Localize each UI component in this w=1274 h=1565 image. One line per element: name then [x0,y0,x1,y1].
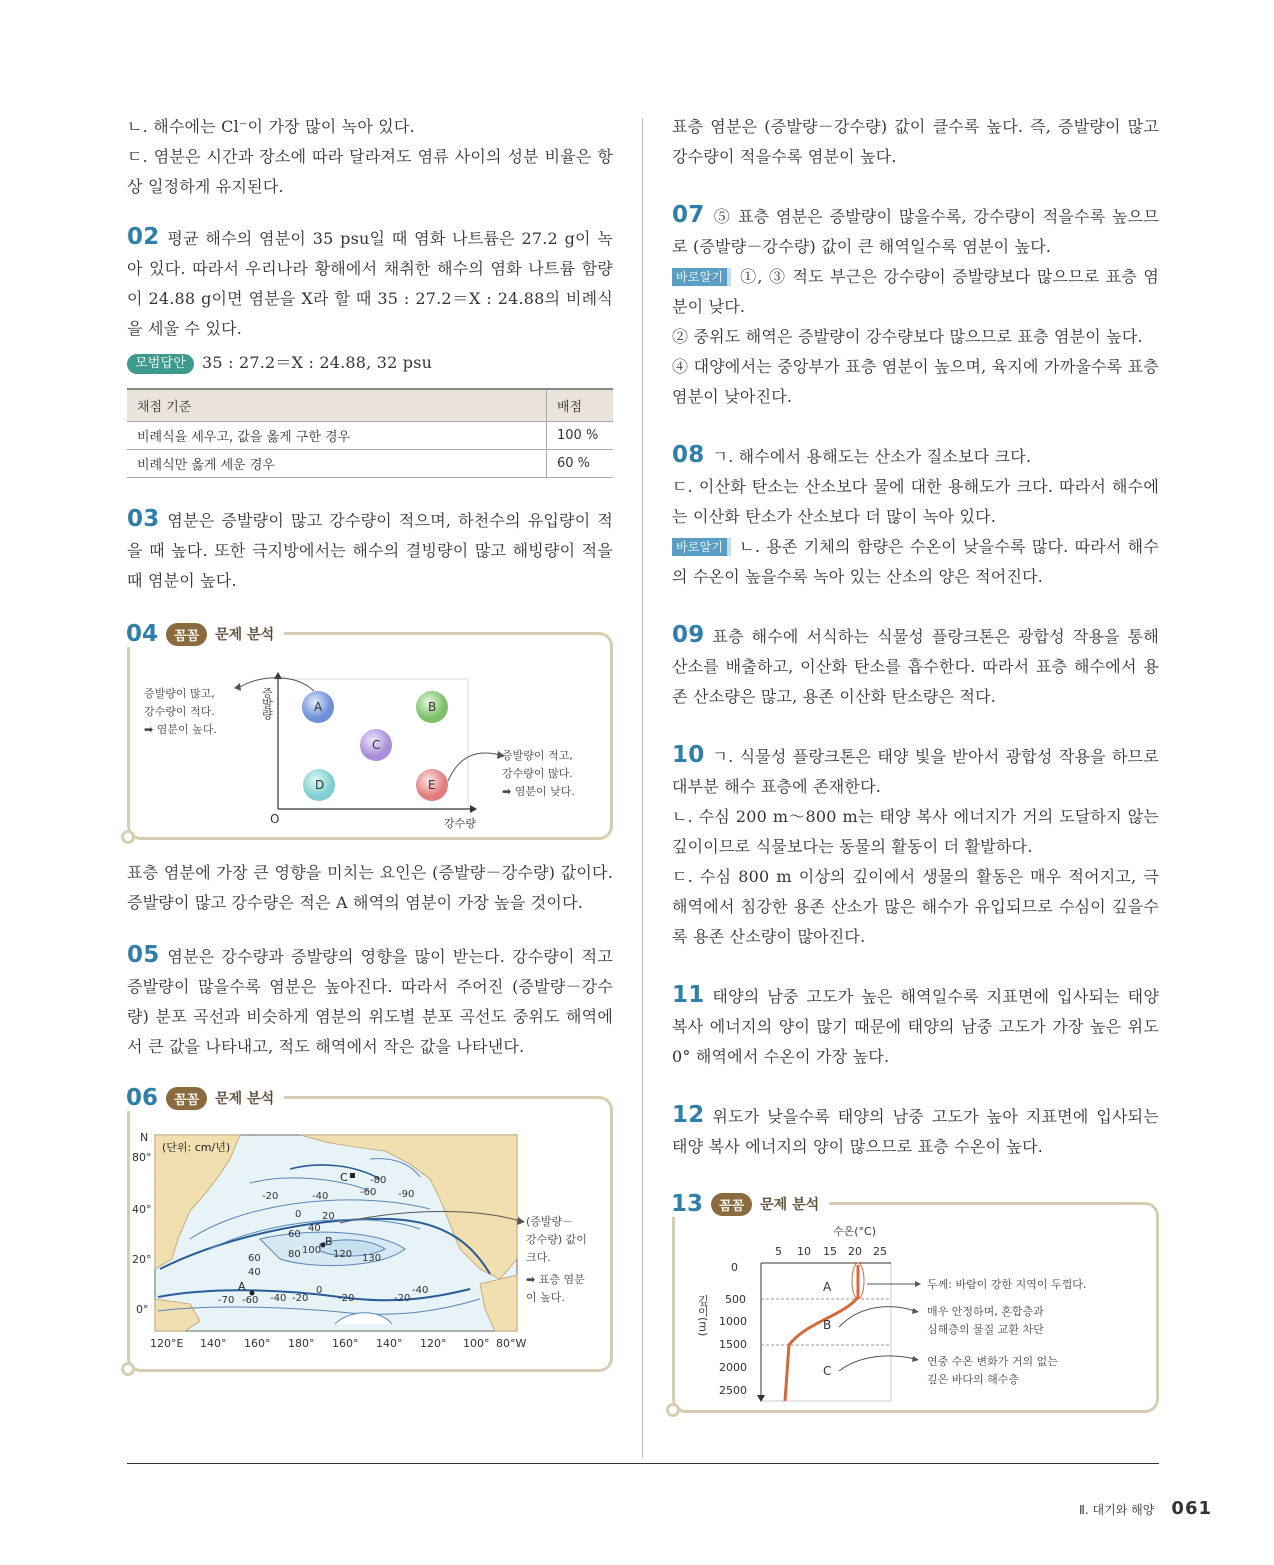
contour-label: -60 [242,1295,259,1306]
map-note-line: 강수량) 값이 [526,1233,587,1246]
answer-09 [672,620,1159,712]
question-number: 03 [127,506,160,532]
x-axis-title: 수온(°C) [833,1225,877,1238]
answer-08-correction [672,532,1159,592]
contour-label: 100 [302,1245,322,1256]
point-c-label: C [340,1171,348,1184]
contour-label: -40 [312,1191,329,1202]
lon-label: 180° [288,1337,315,1350]
right-column [672,112,1159,1413]
correction-badge: 바로알기 [672,268,731,286]
box-end-dot [666,1403,680,1417]
contour-label: -90 [398,1189,415,1200]
answer-11 [672,980,1159,1072]
map-unit: (단위: cm/년) [162,1141,231,1154]
pacific-evaporation-map [130,1099,610,1365]
contour-label: 130 [362,1253,382,1264]
scoring-header-criteria: 채점 기준 [127,389,547,422]
note-right-line2: 강수량이 많다. [502,767,573,780]
note-layer-c-line: 깊은 바다의 해수층 [927,1373,1020,1386]
note-layer-a: 두께: 바람이 강한 지역이 두껍다. [927,1278,1087,1291]
footer-rule [127,1463,1159,1464]
y-axis-title: 깊이(m) [696,1295,710,1337]
note-left-line1: 증발량이 많고, [144,687,215,700]
section-title: Ⅱ. 대기와 해양 [1079,1503,1155,1517]
y-tick: 2500 [719,1384,747,1397]
box-end-dot [121,830,135,844]
model-answer-badge: 모범답안 [127,354,194,374]
scoring-header-points: 배점 [547,389,614,422]
contour-label: -20 [262,1191,279,1202]
answer-03 [127,504,613,596]
point-a-label: A [314,700,323,714]
box-end-dot [121,1362,135,1376]
x-tick: 15 [823,1245,837,1258]
model-answer-text: 35 : 27.2＝X : 24.88, 32 psu [202,353,433,372]
contour-label: 40 [248,1267,261,1278]
point-a-label: A [238,1280,246,1293]
question-number: 11 [672,982,705,1008]
problem-analysis-box-04 [126,621,613,840]
answer-02 [127,222,613,344]
answer-12 [672,1100,1159,1162]
temperature-depth-graph [675,1205,1155,1405]
lat-label: 40° [132,1203,152,1216]
answer-07 [672,200,1159,262]
point-b-label: B [325,1235,333,1248]
answer-10 [672,740,1159,802]
contour-label: -60 [360,1187,377,1198]
answer-05 [127,940,613,1062]
evaporation-precipitation-diagram [130,635,610,833]
map-note-line: 이 높다. [526,1291,565,1304]
contour-label: -80 [370,1175,387,1186]
lon-label: 160° [332,1337,359,1350]
contour-label: 120 [333,1249,353,1260]
layer-c-label: C [823,1364,832,1378]
x-axis-label: 강수량 [444,817,476,830]
left-column [127,112,613,1372]
problem-analysis-box-06 [126,1085,613,1372]
answer-01-item-c: ㄷ. 염분은 시간과 장소에 따라 달라져도 염류 사이의 성분 비율은 항상 일정하게 유지된다. [127,147,613,196]
answer-12-text: 위도가 낮을수록 태양의 남중 고도가 높아 지표면에 입사되는 태양 복사 에너지의 양이 많으므로 표층 수온이 높다. [672,1107,1159,1156]
box-title: 문제 분석 [215,627,275,643]
answer-02-text: 평균 해수의 염분이 35 psu일 때 염화 나트륨은 27.2 g이 녹아 있다. 따라서 우리나라 황해에서 채취한 해수의 염화 나트륨 함량이 24.88 g이면 염분을 X라 할 때 35 : 27.2＝X : 24.88의 비례식을 세울 수 있다. [127,229,613,338]
point-e-label: E [428,778,436,792]
contour-label: 0 [316,1285,323,1296]
answer-10-text: ㄱ. 식물성 플랑크톤은 태양 빛을 받아서 광합성 작용을 하므로 대부분 해수 표층에 존재한다. [672,747,1159,796]
note-layer-c-line: 연중 수온 변화가 거의 없는 [927,1355,1058,1368]
table-cell: 비례식을 세우고, 값을 옳게 구한 경우 [127,422,547,450]
question-number: 02 [127,224,160,250]
contour-label: 60 [248,1253,261,1264]
lat-label: N [140,1131,149,1144]
map-note-line: ➡ 표층 염분 [526,1273,585,1286]
answer-03-text: 염분은 증발량이 많고 강수량이 적으며, 하천수의 유입량이 적을 때 높다. 또한 극지방에서는 해수의 결빙량이 많고 해빙량이 적을 때 염분이 높다. [127,511,613,590]
contour-label: 60 [288,1229,301,1240]
contour-label: 40 [308,1223,321,1234]
point-c-marker [350,1173,355,1178]
table-row [127,422,613,450]
lon-label: 120° [420,1337,447,1350]
question-number: 13 [671,1191,704,1217]
lat-label: 20° [132,1253,152,1266]
note-right-line3: ➡ 염분이 낮다. [502,785,575,798]
contour-label: -40 [270,1293,287,1304]
answer-05-text: 염분은 강수량과 증발량의 영향을 많이 받는다. 강수량이 적고 증발량이 많을수록 염분은 높아진다. 따라서 주어진 (증발량－강수량) 분포 곡선과 비슷하게 염분의 위도별 분포 곡선도 중위도 해역에서 큰 값을 나타내고, 적도 해역에서 작은 값을 나타낸다. [127,947,613,1056]
answer-07-text: ⑤ 표층 염분은 증발량이 많을수록, 강수량이 적을수록 높으므로 (증발량－강수량) 값이 큰 해역일수록 염분이 높다. [672,207,1159,256]
contour-label: 80 [288,1249,301,1260]
y-tick: 1500 [719,1338,747,1351]
note-left-line3: ➡ 염분이 높다. [144,723,217,736]
problem-analysis-box-13 [671,1191,1159,1413]
table-cell: 100 % [547,422,614,450]
contour-label: 20 [322,1211,335,1222]
page-footer [1079,1498,1212,1519]
y-tick: 0 [731,1261,738,1274]
question-number: 07 [672,202,705,228]
answer-07-correction-1 [672,262,1159,322]
column-divider [642,118,643,1458]
answer-07-correction-2: ② 중위도 해역은 증발량이 강수량보다 많으므로 표층 염분이 높다. [672,327,1143,346]
answer-10-item-c: ㄷ. 수심 800 m 이상의 깊이에서 생물의 활동은 매우 적어지고, 극 해역에서 침강한 용존 산소가 많은 해수가 유입되므로 수심이 깊을수록 용존 산소량이 많아진다. [672,867,1159,946]
origin-label: O [270,812,280,826]
box-title: 문제 분석 [760,1197,820,1213]
answer-08 [672,440,1159,472]
x-tick: 20 [848,1245,862,1258]
kkomkkom-pill: 꼼꼼 [166,623,207,646]
answer-10-item-b: ㄴ. 수심 200 m～800 m는 태양 복사 에너지가 거의 도달하지 않는 깊이이므로 식물보다는 동물의 활동이 더 활발하다. [672,807,1159,856]
answer-01-item-b: ㄴ. 해수에는 Cl⁻이 가장 많이 녹아 있다. [127,117,415,136]
point-b-label: B [428,700,437,714]
answer-06-text: 표층 염분은 (증발량－강수량) 값이 클수록 높다. 즉, 증발량이 많고 강수량이 적을수록 염분이 높다. [672,117,1159,166]
lon-label: 80°W [496,1337,527,1350]
contour-label: -20 [338,1293,355,1304]
note-right-line1: 증발량이 적고, [502,749,573,762]
point-c-label: C [372,738,381,752]
map-note-line: (증발량－ [526,1215,574,1228]
x-tick: 25 [873,1245,887,1258]
note-layer-b-line: 매우 안정하며, 혼합층과 [927,1305,1044,1318]
correction-badge: 바로알기 [672,538,731,556]
answer-08-item-c: ㄷ. 이산화 탄소는 산소보다 물에 대한 용해도가 크다. 따라서 해수에는 이산화 탄소가 산소보다 더 많이 녹아 있다. [672,477,1159,526]
question-number: 09 [672,622,705,648]
answer-08-text: ㄱ. 해수에서 용해도는 산소가 질소보다 크다. [712,447,1032,466]
y-tick: 1000 [719,1315,747,1328]
answer-07-correction-3: ④ 대양에서는 중앙부가 표층 염분이 높으며, 육지에 가까울수록 표층 염분이 낮아진다. [672,357,1159,406]
question-number: 04 [126,621,159,647]
layer-a-label: A [823,1280,832,1294]
kkomkkom-pill: 꼼꼼 [166,1087,207,1110]
correction-text: ㄴ. 용존 기체의 함량은 수온이 낮을수록 많다. 따라서 해수의 수온이 높을수록 녹아 있는 산소의 양은 적어진다. [672,537,1159,586]
contour-label: -20 [394,1293,411,1304]
question-number: 08 [672,442,705,468]
contour-label: -40 [412,1285,429,1296]
table-row [127,450,613,478]
y-tick: 500 [725,1293,746,1306]
question-number: 12 [672,1102,705,1128]
scoring-table [127,388,613,478]
lon-label: 100° [463,1337,490,1350]
lon-label: 120°E [150,1337,184,1350]
question-number: 06 [126,1085,159,1111]
answer-11-text: 태양의 남중 고도가 높은 해역일수록 지표면에 입사되는 태양 복사 에너지의 양이 많기 때문에 태양의 남중 고도가 가장 높은 위도 0° 해역에서 수온이 가장 높다. [672,987,1159,1066]
x-tick: 10 [797,1245,811,1258]
y-axis-label: 증발량 [260,687,274,720]
table-cell: 비례식만 옳게 세운 경우 [127,450,547,478]
question-number: 10 [672,742,705,768]
kkomkkom-pill: 꼼꼼 [711,1193,752,1216]
map-note-line: 크다. [526,1251,551,1264]
box-title: 문제 분석 [215,1091,275,1107]
answer-04-text: 표층 염분에 가장 큰 영향을 미치는 요인은 (증발량－강수량) 값이다. 증발량이 많고 강수량은 적은 A 해역의 염분이 가장 높을 것이다. [127,863,613,912]
contour-label: 0 [295,1209,302,1220]
y-tick: 2000 [719,1361,747,1374]
answer-09-text: 표층 해수에 서식하는 식물성 플랑크톤은 광합성 작용을 통해 산소를 배출하고, 이산화 탄소를 흡수한다. 따라서 표층 해수에서 용존 산소량은 많고, 용존 이산화 탄소량은 적다. [672,627,1159,706]
x-tick: 5 [775,1245,782,1258]
lat-label: 80° [132,1151,152,1164]
layer-b-label: B [823,1318,832,1332]
point-d-label: D [315,778,325,792]
correction-text: ①, ③ 적도 부근은 강수량이 증발량보다 많으므로 표층 염분이 낮다. [672,267,1159,316]
contour-label: -20 [292,1293,309,1304]
lon-label: 160° [244,1337,271,1350]
lat-label: 0° [136,1303,149,1316]
lon-label: 140° [376,1337,403,1350]
table-cell: 60 % [547,450,614,478]
note-left-line2: 강수량이 적다. [144,705,215,718]
page-number: 061 [1171,1498,1212,1519]
model-answer [127,348,613,378]
contour-label: -70 [218,1295,235,1306]
lon-label: 140° [200,1337,227,1350]
question-number: 05 [127,942,160,968]
note-layer-b-line: 심해층의 물질 교환 차단 [927,1323,1044,1336]
